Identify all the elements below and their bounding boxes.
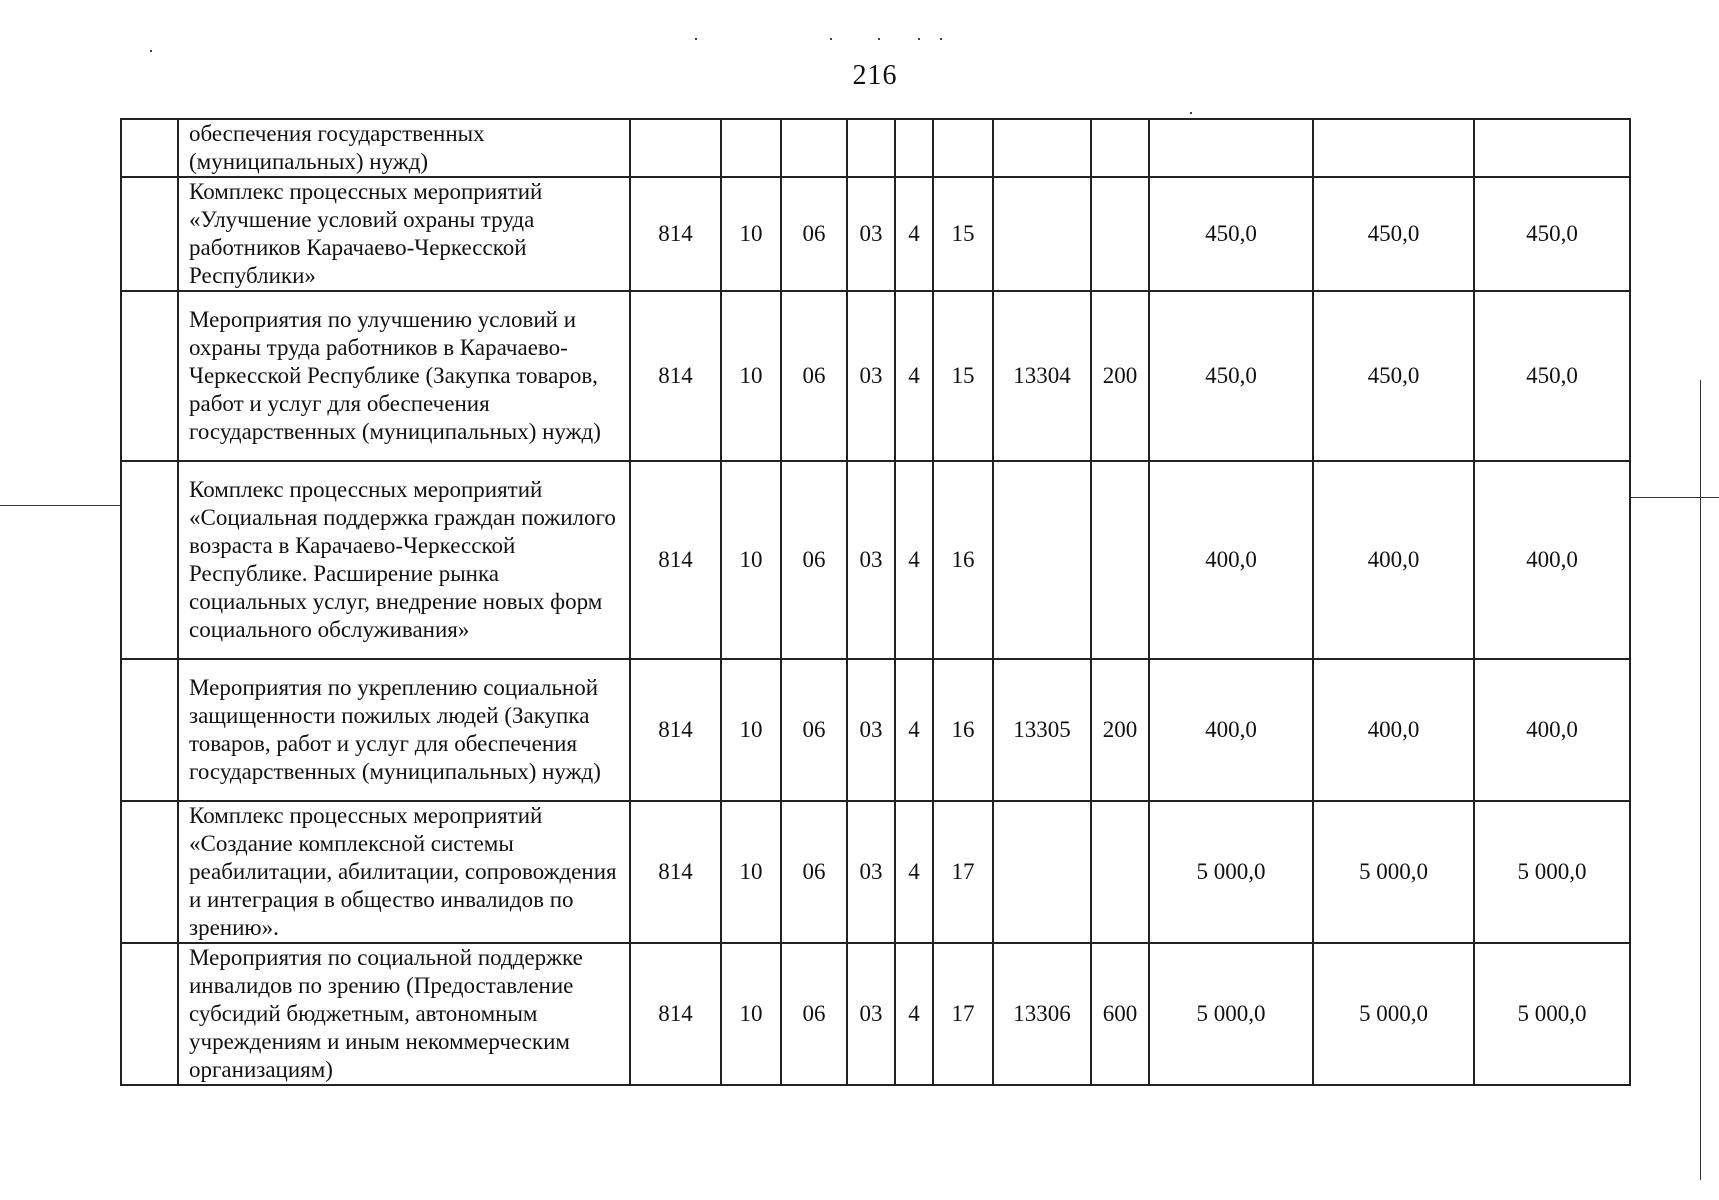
row-index-cell	[121, 943, 178, 1085]
cell-code-subsection: 06	[781, 801, 847, 943]
cell-amount-year-3: 450,0	[1474, 177, 1630, 291]
cell-code-type: 4	[895, 461, 933, 659]
row-description: Комплекс процессных мероприятий «Социальная поддержка граждан пожилого возраста в Карачаево-Черкесской Республике. Расширение рынка социальных услуг, внедрение новых форм социального обслуживания»	[178, 461, 630, 659]
scan-dot	[1190, 112, 1192, 114]
cell-code-expense-type	[1091, 461, 1149, 659]
cell-amount-year-2: 5 000,0	[1313, 943, 1474, 1085]
cell-amount-year-3: 450,0	[1474, 291, 1630, 461]
cell-amount-year-3	[1474, 119, 1630, 177]
cell-code-type: 4	[895, 659, 933, 801]
scan-line-right	[1630, 497, 1719, 498]
cell-code-direction	[993, 119, 1091, 177]
cell-code-expense-type: 200	[1091, 291, 1149, 461]
cell-code-direction: 13304	[993, 291, 1091, 461]
row-description: Мероприятия по социальной поддержке инвалидов по зрению (Предоставление субсидий бюджетным, автономным учреждениям и иным некоммерческим организациям)	[178, 943, 630, 1085]
cell-code-program: 03	[847, 461, 895, 659]
cell-amount-year-2: 400,0	[1313, 659, 1474, 801]
row-index-cell	[121, 461, 178, 659]
cell-code-direction: 13306	[993, 943, 1091, 1085]
row-description: Комплекс процессных мероприятий «Создание комплексной системы реабилитации, абилитации, сопровождения и интеграция в общество инвалидов по зрению».	[178, 801, 630, 943]
cell-amount-year-1: 450,0	[1149, 291, 1313, 461]
cell-code-subsection: 06	[781, 291, 847, 461]
scan-dot	[918, 38, 920, 40]
cell-code-ministry: 814	[630, 461, 721, 659]
cell-amount-year-1: 400,0	[1149, 659, 1313, 801]
scan-line-right-vertical	[1700, 380, 1701, 1180]
scan-dot	[878, 38, 880, 40]
cell-code-program: 03	[847, 659, 895, 801]
cell-code-complex	[933, 119, 993, 177]
cell-code-program: 03	[847, 291, 895, 461]
cell-amount-year-1: 5 000,0	[1149, 943, 1313, 1085]
cell-code-ministry: 814	[630, 177, 721, 291]
cell-code-direction: 13305	[993, 659, 1091, 801]
cell-amount-year-1	[1149, 119, 1313, 177]
cell-code-type: 4	[895, 291, 933, 461]
cell-amount-year-3: 5 000,0	[1474, 801, 1630, 943]
cell-amount-year-2: 400,0	[1313, 461, 1474, 659]
row-index-cell	[121, 659, 178, 801]
cell-code-section: 10	[721, 801, 781, 943]
table-row	[121, 659, 1630, 801]
table-row	[121, 119, 1630, 177]
cell-code-subsection: 06	[781, 659, 847, 801]
cell-code-expense-type	[1091, 119, 1149, 177]
cell-code-complex: 16	[933, 461, 993, 659]
cell-code-ministry: 814	[630, 659, 721, 801]
cell-code-complex: 15	[933, 177, 993, 291]
cell-code-expense-type: 600	[1091, 943, 1149, 1085]
cell-code-type: 4	[895, 801, 933, 943]
cell-code-subsection: 06	[781, 943, 847, 1085]
cell-code-ministry: 814	[630, 801, 721, 943]
table-row	[121, 177, 1630, 291]
cell-amount-year-3: 400,0	[1474, 461, 1630, 659]
scan-line-left	[0, 505, 120, 506]
budget-table	[120, 118, 1631, 1086]
cell-code-ministry: 814	[630, 291, 721, 461]
table-row	[121, 943, 1630, 1085]
cell-code-program	[847, 119, 895, 177]
cell-code-direction	[993, 177, 1091, 291]
cell-amount-year-2: 450,0	[1313, 291, 1474, 461]
cell-code-section: 10	[721, 943, 781, 1085]
row-index-cell	[121, 291, 178, 461]
cell-code-subsection: 06	[781, 461, 847, 659]
cell-code-section: 10	[721, 291, 781, 461]
cell-code-program: 03	[847, 943, 895, 1085]
scan-dot	[695, 38, 697, 40]
page-number: 216	[852, 60, 898, 91]
cell-code-complex: 15	[933, 291, 993, 461]
cell-amount-year-1: 400,0	[1149, 461, 1313, 659]
cell-code-ministry: 814	[630, 943, 721, 1085]
cell-amount-year-1: 5 000,0	[1149, 801, 1313, 943]
row-index-cell	[121, 119, 178, 177]
scan-dot	[940, 38, 942, 40]
cell-code-expense-type	[1091, 177, 1149, 291]
cell-code-type	[895, 119, 933, 177]
table-row	[121, 461, 1630, 659]
cell-code-program: 03	[847, 801, 895, 943]
cell-code-type: 4	[895, 943, 933, 1085]
cell-code-complex: 17	[933, 801, 993, 943]
row-index-cell	[121, 801, 178, 943]
row-index-cell	[121, 177, 178, 291]
row-description: обеспечения государственных (муниципальных) нужд)	[178, 119, 630, 177]
cell-code-section: 10	[721, 461, 781, 659]
cell-amount-year-1: 450,0	[1149, 177, 1313, 291]
cell-code-program: 03	[847, 177, 895, 291]
cell-code-expense-type: 200	[1091, 659, 1149, 801]
cell-amount-year-3: 400,0	[1474, 659, 1630, 801]
cell-amount-year-2: 5 000,0	[1313, 801, 1474, 943]
table-row	[121, 291, 1630, 461]
cell-code-complex: 17	[933, 943, 993, 1085]
cell-code-type: 4	[895, 177, 933, 291]
cell-amount-year-2: 450,0	[1313, 177, 1474, 291]
cell-code-section: 10	[721, 659, 781, 801]
row-description: Комплекс процессных мероприятий «Улучшение условий охраны труда работников Карачаево-Черкесской Республики»	[178, 177, 630, 291]
cell-code-subsection: 06	[781, 177, 847, 291]
row-description: Мероприятия по улучшению условий и охраны труда работников в Карачаево-Черкесской Республике (Закупка товаров, работ и услуг для обеспечения государственных (муниципальных) нужд)	[178, 291, 630, 461]
cell-code-section	[721, 119, 781, 177]
cell-code-direction	[993, 801, 1091, 943]
cell-code-section: 10	[721, 177, 781, 291]
cell-amount-year-2	[1313, 119, 1474, 177]
scan-dot	[830, 38, 832, 40]
cell-code-subsection	[781, 119, 847, 177]
cell-amount-year-3: 5 000,0	[1474, 943, 1630, 1085]
cell-code-expense-type	[1091, 801, 1149, 943]
row-description: Мероприятия по укреплению социальной защищенности пожилых людей (Закупка товаров, работ и услуг для обеспечения государственных (муниципальных) нужд)	[178, 659, 630, 801]
cell-code-complex: 16	[933, 659, 993, 801]
cell-code-direction	[993, 461, 1091, 659]
cell-code-ministry	[630, 119, 721, 177]
table-row	[121, 801, 1630, 943]
scan-dot	[150, 50, 152, 52]
